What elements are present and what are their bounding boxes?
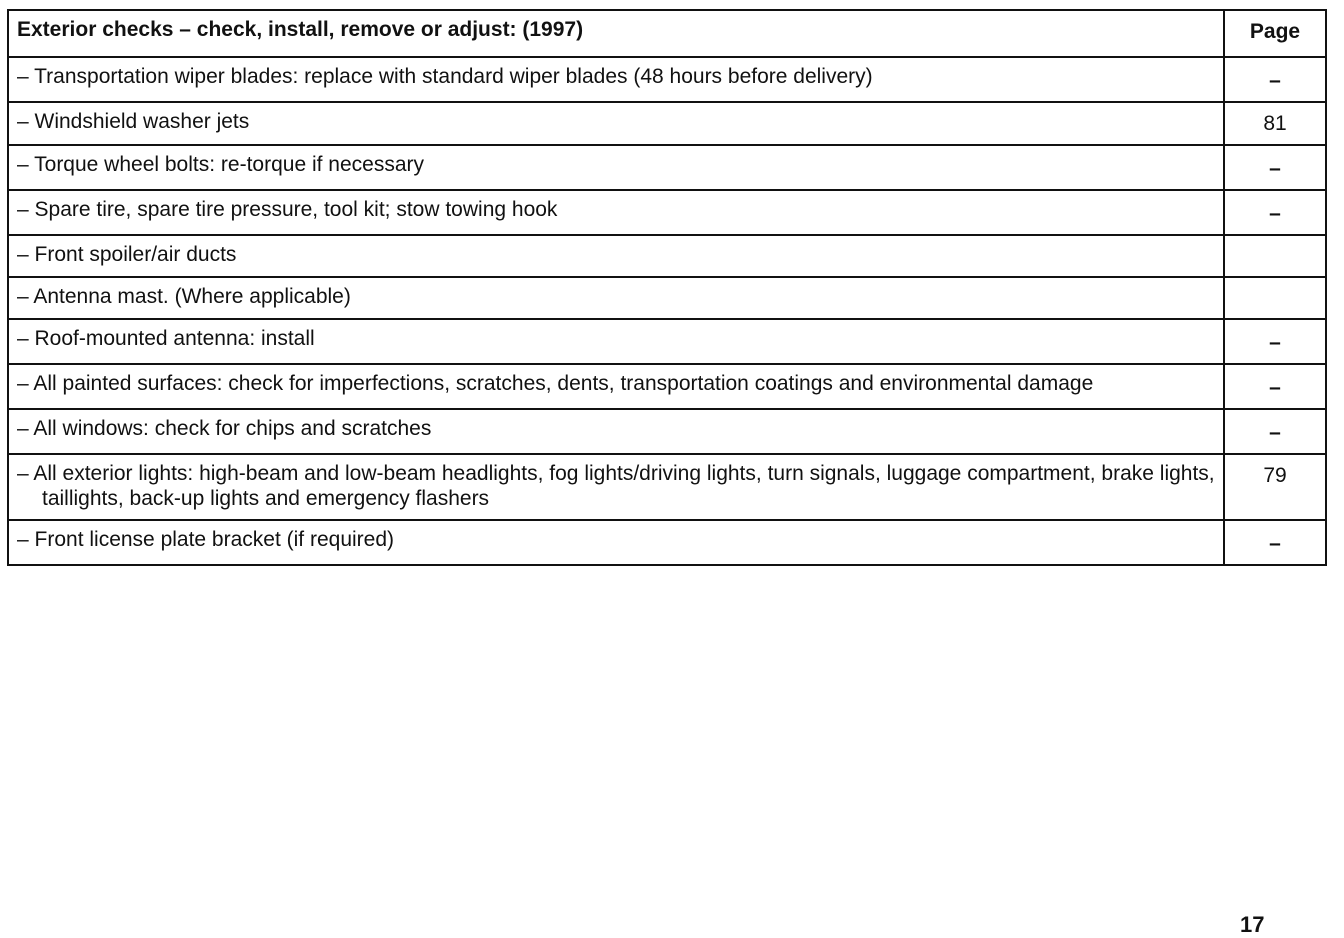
check-item-text: – All exterior lights: high-beam and low-beam headlights, fog lights/driving lights, turn signals, luggage compartment, brake lights, taillights, back-up lights and emergency flashers <box>17 462 1215 510</box>
table-row <box>8 454 1326 520</box>
check-item-cell <box>8 454 1224 520</box>
check-item-cell <box>8 319 1224 364</box>
check-item-text: – All painted surfaces: check for imperfections, scratches, dents, transportation coatings and environmental damage <box>17 372 1094 395</box>
table-row <box>8 235 1326 277</box>
page-ref-cell <box>1224 409 1326 454</box>
check-item-text: – Torque wheel bolts: re-torque if necessary <box>17 153 424 176</box>
page-ref-cell <box>1224 319 1326 364</box>
check-item-text: – Roof-mounted antenna: install <box>17 327 315 350</box>
page-ref-cell <box>1224 364 1326 409</box>
check-item-text: – Antenna mast. (Where applicable) <box>17 285 351 308</box>
page-ref: – <box>1269 157 1281 180</box>
check-item-text: – Windshield washer jets <box>17 110 250 133</box>
check-item-cell <box>8 102 1224 145</box>
page-ref: – <box>1269 532 1281 555</box>
page-column-header: Page <box>1224 10 1326 57</box>
check-item-cell <box>8 364 1224 409</box>
check-item-cell <box>8 190 1224 235</box>
page-ref: – <box>1269 376 1281 399</box>
check-item-text: – Front license plate bracket (if required) <box>17 528 395 551</box>
table-row <box>8 520 1326 565</box>
table-row <box>8 319 1326 364</box>
check-item-text: – Front spoiler/air ducts <box>17 243 237 266</box>
page-ref-cell <box>1224 277 1326 319</box>
table-row <box>8 57 1326 102</box>
check-item-text: – Transportation wiper blades: replace with standard wiper blades (48 hours before delivery) <box>17 65 873 88</box>
table-row <box>8 145 1326 190</box>
page-ref: – <box>1269 331 1281 354</box>
page-ref-cell <box>1224 235 1326 277</box>
check-item-cell <box>8 277 1224 319</box>
page-ref-cell <box>1224 57 1326 102</box>
table-title: Exterior checks – check, install, remove or adjust: (1997) <box>8 10 1224 57</box>
page-ref: – <box>1269 202 1281 225</box>
check-item-text: – All windows: check for chips and scratches <box>17 417 432 440</box>
page-ref: – <box>1269 69 1281 92</box>
check-item-cell <box>8 235 1224 277</box>
table-row <box>8 364 1326 409</box>
page-ref: 81 <box>1263 112 1287 135</box>
page-number: 17 <box>1240 912 1265 937</box>
check-item-text: – Spare tire, spare tire pressure, tool kit; stow towing hook <box>17 198 558 221</box>
check-item-cell <box>8 409 1224 454</box>
page-ref: – <box>1269 421 1281 444</box>
page-ref-cell <box>1224 520 1326 565</box>
check-item-cell <box>8 145 1224 190</box>
page-ref-cell <box>1224 190 1326 235</box>
page-ref-cell <box>1224 102 1326 145</box>
table-row <box>8 102 1326 145</box>
page-ref-cell <box>1224 454 1326 520</box>
table-row <box>8 277 1326 319</box>
page-ref-cell <box>1224 145 1326 190</box>
check-item-cell <box>8 57 1224 102</box>
exterior-checks-table <box>7 9 1327 566</box>
table-row <box>8 190 1326 235</box>
check-item-cell <box>8 520 1224 565</box>
table-header-row <box>8 10 1326 57</box>
table-row <box>8 409 1326 454</box>
page-ref: 79 <box>1263 464 1287 487</box>
